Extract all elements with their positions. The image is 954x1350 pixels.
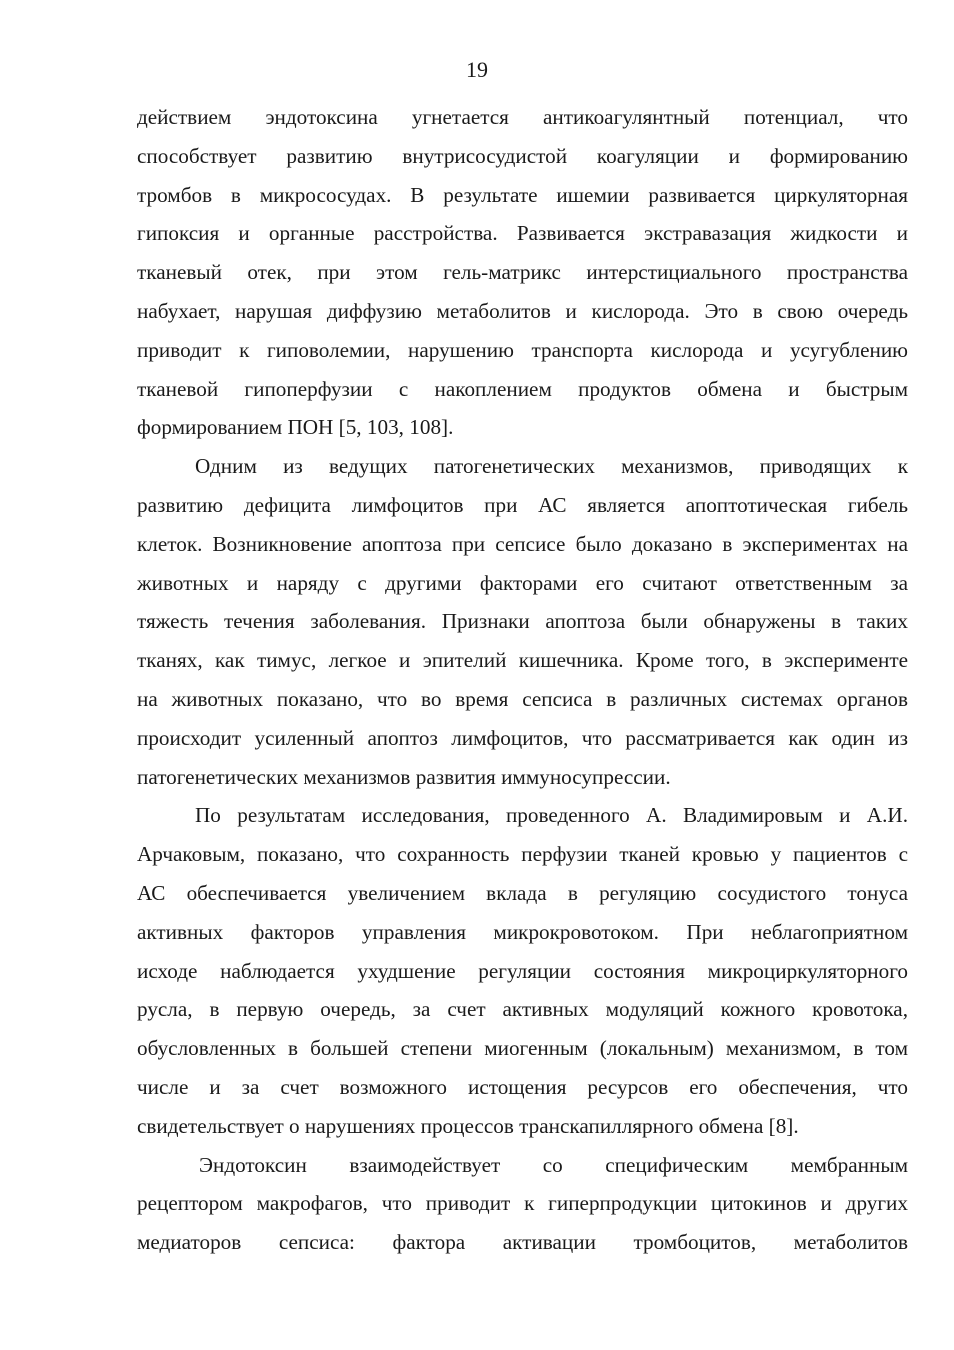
body-text [137,98,908,1262]
text-line: тяжесть течения заболевания. Признаки апоптоза были обнаружены в таких [137,609,908,634]
text-line: патогенетических механизмов развития иммуносупрессии. [137,764,671,789]
text-line: числе и за счет возможного истощения ресурсов его обеспечения, что [137,1074,908,1099]
text-line: приводит к гиповолемии, нарушению транспорта кислорода и усугублению [137,337,908,362]
page-number: 19 [466,57,488,82]
text-line: русла, в первую очередь, за счет активных модуляций кожного кровотока, [137,997,908,1022]
text-line: обусловленных в большей степени миогенным (локальным) механизмом, в том [137,1036,908,1061]
text-line: клеток. Возникновение апоптоза при сепсисе было доказано в экспериментах на [137,531,908,556]
text-line: животных и наряду с другими факторами его считают ответственным за [137,570,908,595]
text-line: АС обеспечивается увеличением вклада в регуляцию сосудистого тонуса [137,880,908,905]
paragraph-1 [137,98,908,447]
text-line: тканях, как тимус, легкое и эпителий кишечника. Кроме того, в эксперименте [137,648,908,673]
text-line: свидетельствует о нарушениях процессов транскапиллярного обмена [8]. [137,1113,799,1138]
text-line: медиаторов сепсиса: фактора активации тромбоцитов, метаболитов [137,1230,908,1255]
text-line: По результатам исследования, проведенного А. Владимировым и А.И. [195,803,908,828]
text-line: рецептором макрофагов, что приводит к гиперпродукции цитокинов и других [137,1191,908,1216]
text-line: способствует развитию внутрисосудистой коагуляции и формированию [137,143,908,168]
text-line: на животных показано, что во время сепсиса в различных системах органов [137,686,908,711]
text-line: Одним из ведущих патогенетических механизмов, приводящих к [195,454,908,479]
text-line: гипоксия и органные расстройства. Развивается экстравазация жидкости и [137,221,908,246]
paragraph-3 [137,796,908,1145]
text-line: тканевой гипоперфузии с накоплением продуктов обмена и быстрым [137,376,908,401]
text-line: тканевый отек, при этом гель-матрикс интерстициального пространства [137,260,908,285]
text-line: Арчаковым, показано, что сохранность перфузии тканей кровью у пациентов с [137,842,908,867]
paragraph-4 [137,1146,908,1262]
paragraph-2 [137,447,908,796]
text-line: Эндотоксин взаимодействует со специфическим мембранным [199,1152,908,1177]
text-line: формированием ПОН [5, 103, 108]. [137,415,454,440]
text-line: активных факторов управления микрокровотоком. При неблагоприятном [137,919,908,944]
text-line: исходе наблюдается ухудшение регуляции состояния микроциркуляторного [137,958,908,983]
text-line: происходит усиленный апоптоз лимфоцитов, что рассматривается как один из [137,725,908,750]
text-line: развитию дефицита лимфоцитов при АС является апоптотическая гибель [137,492,908,517]
text-line: действием эндотоксина угнетается антикоагулянтный потенциал, что [137,105,908,129]
text-line: набухает, нарушая диффузию метаболитов и кислорода. Это в свою очередь [137,298,908,323]
text-line: тромбов в микрососудах. В результате ишемии развивается циркуляторная [137,182,908,207]
